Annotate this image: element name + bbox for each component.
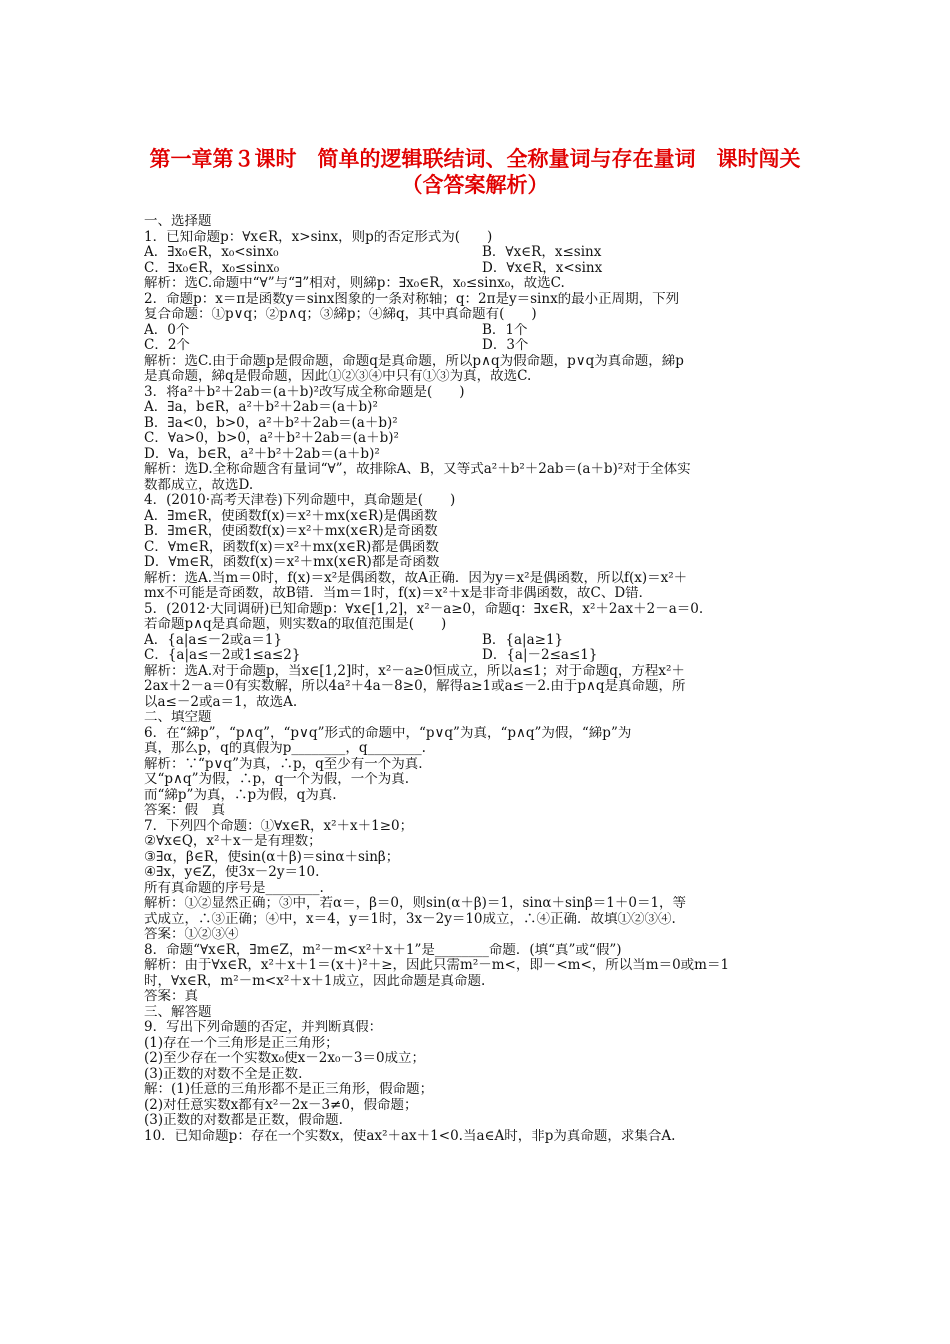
text-line: 答案：真 xyxy=(144,989,198,1004)
text-line: 答案：①②③④ xyxy=(144,927,239,942)
text-line: 3．将a²＋b²＋2ab＝(a＋b)²改写成全称命题是( ) xyxy=(144,384,465,400)
text-line: 5．(2012·大同调研)已知命题p：∀x∈[1,2]，x²－a≥0，命题q：∃x∈R，x²＋2ax＋2－a＝0. xyxy=(144,601,704,617)
text-line: 答案：假 真 xyxy=(144,803,225,818)
text-line: ③∃α，β∈R，使sin(α＋β)＝sinα＋sinβ； xyxy=(144,849,400,865)
text-line: 真，那么p，q的真假为p________，q________. xyxy=(144,741,426,756)
text-line: 解析：选C.命题中“∀”与“∃”相对，则綈p：∃x₀∈R，x₀≤sinx₀，故选C. xyxy=(144,276,565,291)
text-line: A．∃m∈R，使函数f(x)＝x²＋mx(x∈R)是偶函数 xyxy=(144,508,438,524)
text-line: 8．命题“∀x∈R，∃m∈Z，m²－m<x²＋x＋1”是________命题．(填“真”或“假”) xyxy=(144,942,622,958)
text-line: C．∀a>0，b>0，a²＋b²＋2ab＝(a＋b)² xyxy=(144,431,399,446)
option-left: A．0个 xyxy=(144,322,190,338)
text-line: 二、填空题 xyxy=(144,710,212,725)
text-line: 而“綈p”为真，∴p为假，q为真. xyxy=(144,787,337,803)
text-line xyxy=(144,338,810,354)
text-line: B．∃a<0，b>0，a²＋b²＋2ab＝(a＋b)² xyxy=(144,415,398,431)
text-line: 4．(2010·高考天津卷)下列命题中，真命题是( ) xyxy=(144,493,456,508)
text-line: 2ax＋2－a＝0有实数解，所以4a²＋4a－8≥0，解得a≥1或a≤－2.由于p∧q是真命题，所 xyxy=(144,679,686,694)
text-line: A．∃a，b∈R，a²＋b²＋2ab＝(a＋b)² xyxy=(144,400,378,415)
text-line: (3)正数的对数都是正数，假命题. xyxy=(144,1113,343,1128)
text-line: 解析：①②显然正确；③中，若α＝，β＝0，则sin(α＋β)＝1，sinα＋sinβ＝1＋0＝1，等 xyxy=(144,896,687,911)
text-line: 10．已知命题p：存在一个实数x，使ax²＋ax＋1<0.当a∈A时，非p为真命题，求集合A. xyxy=(144,1128,676,1144)
text-line: 解析：选C.由于命题p是假命题，命题q是真命题，所以p∧q为假命题，p∨q为真命题，綈p xyxy=(144,353,684,369)
option-left: C．2个 xyxy=(144,338,190,353)
text-line: 时，∀x∈R，m²－m<x²＋x＋1成立，因此命题是真命题. xyxy=(144,973,486,989)
text-line: 以a≤－2或a＝1，故选A. xyxy=(144,694,298,710)
text-line: 解析：∵“p∨q”为真，∴p，q至少有一个为真. xyxy=(144,756,423,772)
text-line: 解析：选A.对于命题p，当x∈[1,2]时，x²－a≥0恒成立，所以a≤1；对于命题q，方程x²＋ xyxy=(144,663,685,679)
text-line xyxy=(144,323,810,339)
text-line: 式成立，∴③正确；④中，x＝4，y＝1时，3x－2y＝10成立，∴④正确．故填①②③④. xyxy=(144,911,676,927)
text-line: C．∀m∈R，函数f(x)＝x²＋mx(x∈R)都是偶函数 xyxy=(144,539,439,555)
title-line-1: 第一章第３课时 简单的逻辑联结词、全称量词与存在量词 课时闯关 xyxy=(149,147,801,171)
text-line xyxy=(144,648,810,664)
document-title xyxy=(0,146,950,198)
option-right: B．{a|a≥1} xyxy=(482,632,564,648)
text-line: (3)正数的对数不全是正数. xyxy=(144,1066,303,1082)
option-right: D．∀x∈R，x<sinx xyxy=(482,260,603,276)
text-line: (2)至少存在一个实数x₀使x－2x₀－3＝0成立； xyxy=(144,1051,426,1066)
text-line: 若命题p∧q是真命题，则实数a的取值范围是( ) xyxy=(144,617,447,632)
text-line: 是真命题，綈q是假命题，因此①②③④中只有①③为真，故选C. xyxy=(144,369,532,384)
text-line: 2．命题p：x＝π是函数y＝sinx图象的一条对称轴；q：2π是y＝sinx的最小正周期，下列 xyxy=(144,291,680,307)
text-line: (1)存在一个三角形是正三角形； xyxy=(144,1035,339,1051)
text-line: D．∀m∈R，函数f(x)＝x²＋mx(x∈R)都是奇函数 xyxy=(144,555,440,570)
text-line: ②∀x∈Q，x²＋x－是有理数； xyxy=(144,834,322,849)
text-line: 所有真命题的序号是________. xyxy=(144,880,324,896)
text-line: 6．在“綈p”，“p∧q”，“p∨q”形式的命题中，“p∨q”为真，“p∧q”为假，“綈p”为 xyxy=(144,725,632,741)
option-left: A．{a|a≤－2或a＝1} xyxy=(144,632,283,648)
text-line xyxy=(144,245,810,261)
text-line: 解析：选D.全称命题含有量词“∀”，故排除A、B，又等式a²＋b²＋2ab＝(a＋b)²对于全体实 xyxy=(144,462,691,477)
option-left: A．∃x₀∈R，x₀<sinx₀ xyxy=(144,245,279,260)
text-line: 三、解答题 xyxy=(144,1004,212,1020)
text-line xyxy=(144,633,810,649)
document-body xyxy=(144,214,810,1144)
text-line: mx不可能是奇函数，故B错．当m＝1时，f(x)＝x²＋x是非奇非偶函数，故C、D错． xyxy=(144,586,653,601)
text-line: 复合命题：①p∨q；②p∧q；③綈p；④綈q，其中真命题有( ) xyxy=(144,307,537,322)
text-line: D．∀a，b∈R，a²＋b²＋2ab＝(a＋b)² xyxy=(144,446,380,462)
option-right: B．∀x∈R，x≤sinx xyxy=(482,245,602,260)
option-right: D．{a|－2≤a≤1} xyxy=(482,648,598,663)
option-left: C．∃x₀∈R，x₀≤sinx₀ xyxy=(144,260,280,276)
text-line: 解析：选A.当m＝0时，f(x)＝x²是偶函数，故A正确．因为y＝x²是偶函数，所以f(x)＝x²＋ xyxy=(144,570,688,586)
title-line-2: （含答案解析） xyxy=(401,173,549,197)
text-line: 9．写出下列命题的否定，并判断真假： xyxy=(144,1020,383,1035)
text-line xyxy=(144,261,810,277)
text-line: 7．下列四个命题：①∀x∈R，x²＋x＋1≥0； xyxy=(144,818,414,834)
text-line: 又“p∧q”为假，∴p，q一个为假，一个为真. xyxy=(144,772,410,787)
option-left: C．{a|a≤－2或1≤a≤2} xyxy=(144,648,301,663)
text-line: B．∃m∈R，使函数f(x)＝x²＋mx(x∈R)是奇函数 xyxy=(144,524,438,539)
option-right: D．3个 xyxy=(482,338,529,353)
option-right: B．1个 xyxy=(482,322,528,338)
text-line: ④∃x，y∈Z，使3x－2y＝10. xyxy=(144,865,320,880)
text-line: (2)对任意实数x都有x²－2x－3≠0，假命题； xyxy=(144,1097,418,1113)
text-line: 解析：由于∀x∈R，x²＋x＋1＝(x＋)²＋≥，因此只需m²－m<，即－<m<，所以当m＝0或m＝1 xyxy=(144,958,730,973)
text-line: 1．已知命题p：∀x∈R，x>sinx，则p的否定形式为( ) xyxy=(144,229,493,245)
text-line: 数都成立，故选D. xyxy=(144,477,254,493)
text-line: 一、选择题 xyxy=(144,214,212,229)
text-line: 解：(1)任意的三角形都不是正三角形，假命题； xyxy=(144,1082,434,1097)
